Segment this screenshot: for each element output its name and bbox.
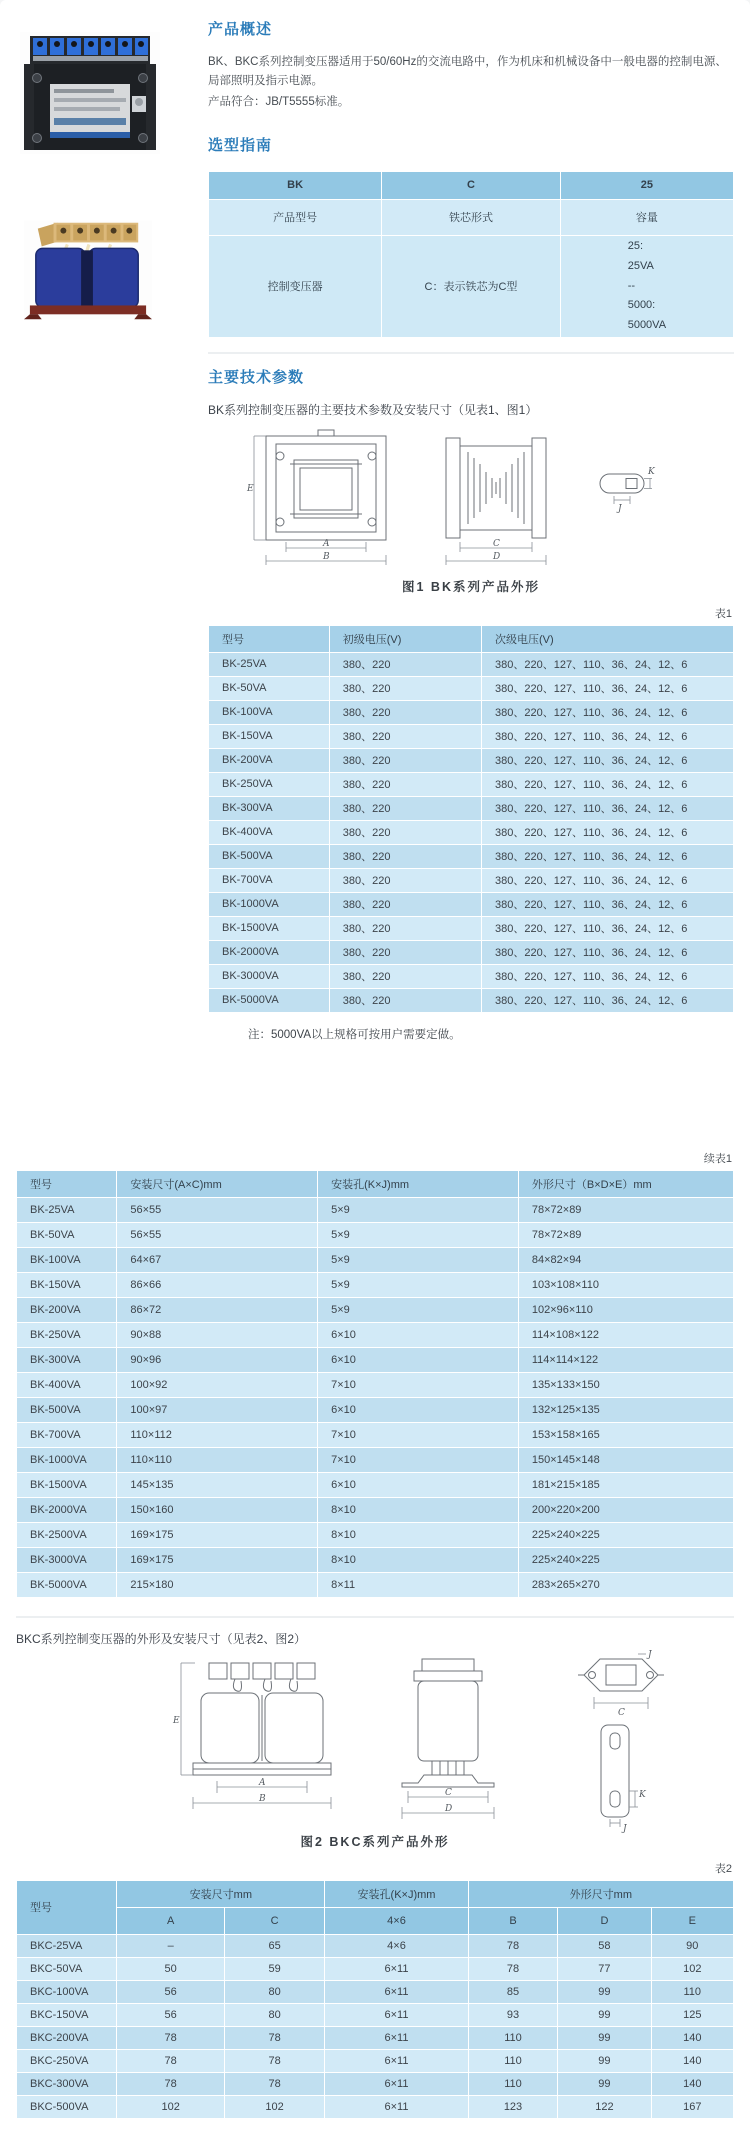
table-row bbox=[17, 2072, 734, 2095]
svg-text:J: J bbox=[648, 1649, 652, 1660]
dim-c-cell: 80 bbox=[224, 1980, 324, 2003]
model-cell: BK-250VA bbox=[17, 1322, 117, 1347]
secondary-voltage-cell: 380、220、127、110、36、24、12、6 bbox=[482, 652, 734, 676]
code-cell: C bbox=[382, 171, 561, 199]
dim-b-cell: 123 bbox=[468, 2095, 558, 2118]
column-group-header: 外形尺寸mm bbox=[468, 1880, 733, 1907]
table-row bbox=[209, 844, 734, 868]
model-cell: BK-3000VA bbox=[209, 964, 330, 988]
outline-size-cell: 103×108×110 bbox=[518, 1272, 733, 1297]
primary-voltage-cell: 380、220 bbox=[329, 940, 481, 964]
dim-e-cell: 140 bbox=[651, 2072, 733, 2095]
mount-hole-cell: 5×9 bbox=[318, 1272, 519, 1297]
model-cell: BK-5000VA bbox=[17, 1572, 117, 1597]
hole-cell: 6×11 bbox=[325, 2003, 468, 2026]
model-cell: BK-300VA bbox=[209, 796, 330, 820]
mount-hole-cell: 6×10 bbox=[318, 1347, 519, 1372]
dim-a-cell: 56 bbox=[117, 2003, 225, 2026]
dim-d-cell: 99 bbox=[558, 2049, 651, 2072]
bk-dimensions-table-body bbox=[17, 1197, 734, 1597]
dim-d-cell: 122 bbox=[558, 2095, 651, 2118]
column-header: 安装尺寸(A×C)mm bbox=[117, 1170, 318, 1197]
dim-e-cell: 167 bbox=[651, 2095, 733, 2118]
figure1-caption: 图1 BK系列产品外形 bbox=[402, 579, 540, 594]
model-cell: BK-1500VA bbox=[17, 1472, 117, 1497]
mount-hole-cell: 5×9 bbox=[318, 1247, 519, 1272]
dim-c-cell: 80 bbox=[224, 2003, 324, 2026]
model-cell: BKC-500VA bbox=[17, 2095, 117, 2118]
dim-c-cell: 65 bbox=[224, 1934, 324, 1957]
primary-voltage-cell: 380、220 bbox=[329, 916, 481, 940]
top-section bbox=[0, 0, 750, 1042]
table-row bbox=[209, 772, 734, 796]
mount-size-cell: 110×112 bbox=[117, 1422, 318, 1447]
mount-hole-cell: 6×10 bbox=[318, 1322, 519, 1347]
model-cell: BK-200VA bbox=[17, 1297, 117, 1322]
table-row bbox=[17, 1422, 734, 1447]
svg-text:J: J bbox=[623, 1823, 627, 1834]
outline-size-cell: 78×72×89 bbox=[518, 1222, 733, 1247]
model-cell: BK-150VA bbox=[209, 724, 330, 748]
model-cell: BK-1500VA bbox=[209, 916, 330, 940]
table-row bbox=[209, 676, 734, 700]
table-row bbox=[17, 2003, 734, 2026]
bk-voltage-table-head bbox=[209, 625, 734, 652]
model-cell: BK-50VA bbox=[17, 1222, 117, 1247]
table-row bbox=[17, 1197, 734, 1222]
primary-voltage-cell: 380、220 bbox=[329, 820, 481, 844]
table-row bbox=[17, 1572, 734, 1597]
dim-a-cell: 78 bbox=[117, 2026, 225, 2049]
dim-d-cell: 99 bbox=[558, 2003, 651, 2026]
table-row bbox=[209, 964, 734, 988]
model-cell: BK-50VA bbox=[209, 676, 330, 700]
mount-size-cell: 56×55 bbox=[117, 1222, 318, 1247]
model-cell: BK-700VA bbox=[17, 1422, 117, 1447]
column-subheader: D bbox=[558, 1907, 651, 1934]
table-row bbox=[17, 1397, 734, 1422]
table-row bbox=[17, 1272, 734, 1297]
hole-cell: 6×11 bbox=[325, 2026, 468, 2049]
mount-size-cell: 150×160 bbox=[117, 1497, 318, 1522]
hole-cell: 6×11 bbox=[325, 2072, 468, 2095]
dim-b-cell: 93 bbox=[468, 2003, 558, 2026]
primary-voltage-cell: 380、220 bbox=[329, 748, 481, 772]
dim-d-cell: 58 bbox=[558, 1934, 651, 1957]
svg-text:A: A bbox=[323, 538, 330, 549]
column-header: 安装孔(K×J)mm bbox=[318, 1170, 519, 1197]
dim-d-cell: 99 bbox=[558, 1980, 651, 2003]
selection-guide-title: 选型指南 bbox=[208, 136, 273, 154]
mount-hole-cell: 6×10 bbox=[318, 1472, 519, 1497]
outline-size-cell: 114×108×122 bbox=[518, 1322, 733, 1347]
outline-size-cell: 78×72×89 bbox=[518, 1197, 733, 1222]
svg-text:B: B bbox=[323, 551, 330, 562]
model-cell: BKC-250VA bbox=[17, 2049, 117, 2072]
model-cell: BK-500VA bbox=[17, 1397, 117, 1422]
primary-voltage-cell: 380、220 bbox=[329, 700, 481, 724]
dim-e-cell: 140 bbox=[651, 2049, 733, 2072]
label-cell: 容量 bbox=[560, 199, 733, 235]
table-row bbox=[209, 700, 734, 724]
label-cell: 产品型号 bbox=[209, 199, 382, 235]
mount-hole-cell: 8×11 bbox=[318, 1572, 519, 1597]
table-row bbox=[17, 1447, 734, 1472]
mount-size-cell: 64×67 bbox=[117, 1247, 318, 1272]
outline-size-cell: 132×125×135 bbox=[518, 1397, 733, 1422]
primary-voltage-cell: 380、220 bbox=[329, 772, 481, 796]
secondary-voltage-cell: 380、220、127、110、36、24、12、6 bbox=[482, 796, 734, 820]
outline-size-cell: 225×240×225 bbox=[518, 1547, 733, 1572]
primary-voltage-cell: 380、220 bbox=[329, 892, 481, 916]
dim-e-cell: 140 bbox=[651, 2026, 733, 2049]
figure1 bbox=[208, 428, 734, 575]
section-divider bbox=[16, 1616, 734, 1618]
table1-label: 表1 bbox=[714, 607, 732, 620]
table-row bbox=[209, 916, 734, 940]
dim-a-cell: 102 bbox=[117, 2095, 225, 2118]
table-row bbox=[209, 748, 734, 772]
overview-title: 产品概述 bbox=[208, 21, 273, 38]
mount-hole-cell: 5×9 bbox=[318, 1197, 519, 1222]
outline-size-cell: 200×220×200 bbox=[518, 1497, 733, 1522]
model-cell: BK-250VA bbox=[209, 772, 330, 796]
svg-text:A: A bbox=[259, 1777, 266, 1788]
model-cell: BKC-25VA bbox=[17, 1934, 117, 1957]
dim-d-cell: 77 bbox=[558, 1957, 651, 1980]
column-header: 次级电压(V) bbox=[482, 625, 734, 652]
dim-c-cell: 59 bbox=[224, 1957, 324, 1980]
outline-size-cell: 135×133×150 bbox=[518, 1372, 733, 1397]
secondary-voltage-cell: 380、220、127、110、36、24、12、6 bbox=[482, 844, 734, 868]
product-photo-column bbox=[16, 14, 188, 1042]
bk-voltage-table bbox=[208, 625, 734, 1013]
column-subheader: B bbox=[468, 1907, 558, 1934]
svg-text:E: E bbox=[173, 1715, 180, 1726]
figure2-caption: 图2 BKC系列产品外形 bbox=[300, 1834, 450, 1849]
code-cell: BK bbox=[209, 171, 382, 199]
mount-size-cell: 100×97 bbox=[117, 1397, 318, 1422]
secondary-voltage-cell: 380、220、127、110、36、24、12、6 bbox=[482, 892, 734, 916]
mount-hole-cell: 8×10 bbox=[318, 1497, 519, 1522]
dim-e-cell: 90 bbox=[651, 1934, 733, 1957]
column-header: 初级电压(V) bbox=[329, 625, 481, 652]
secondary-voltage-cell: 380、220、127、110、36、24、12、6 bbox=[482, 940, 734, 964]
table-row bbox=[17, 2049, 734, 2072]
secondary-voltage-cell: 380、220、127、110、36、24、12、6 bbox=[482, 868, 734, 892]
secondary-voltage-cell: 380、220、127、110、36、24、12、6 bbox=[482, 988, 734, 1012]
bkc-dimensions-table-head bbox=[17, 1880, 734, 1934]
figure2 bbox=[16, 1649, 734, 1834]
mount-size-cell: 90×96 bbox=[117, 1347, 318, 1372]
dim-b-cell: 110 bbox=[468, 2072, 558, 2095]
dim-b-cell: 78 bbox=[468, 1957, 558, 1980]
dim-a-cell: 78 bbox=[117, 2072, 225, 2095]
overview-compliance: 产品符合：JB/T5555标准。 bbox=[208, 95, 350, 108]
bk-product-photo bbox=[20, 32, 160, 154]
table-row bbox=[209, 724, 734, 748]
mount-size-cell: 56×55 bbox=[117, 1197, 318, 1222]
table1-cont-label: 续表1 bbox=[703, 1152, 732, 1165]
table-row bbox=[17, 1322, 734, 1347]
dim-d-cell: 99 bbox=[558, 2072, 651, 2095]
capacity-lines: 25: 25VA -- 5000: 5000VA bbox=[627, 239, 667, 332]
svg-text:C: C bbox=[445, 1787, 452, 1798]
label-cell: 铁芯形式 bbox=[382, 199, 561, 235]
primary-voltage-cell: 380、220 bbox=[329, 724, 481, 748]
dim-a-cell: 56 bbox=[117, 1980, 225, 2003]
dim-c-cell: 78 bbox=[224, 2072, 324, 2095]
dim-e-cell: 125 bbox=[651, 2003, 733, 2026]
secondary-voltage-cell: 380、220、127、110、36、24、12、6 bbox=[482, 676, 734, 700]
secondary-voltage-cell: 380、220、127、110、36、24、12、6 bbox=[482, 820, 734, 844]
mount-hole-cell: 5×9 bbox=[318, 1222, 519, 1247]
table-row bbox=[17, 1247, 734, 1272]
content-column bbox=[188, 14, 734, 1042]
model-cell: BK-500VA bbox=[209, 844, 330, 868]
mount-size-cell: 100×92 bbox=[117, 1372, 318, 1397]
dim-a-cell: 50 bbox=[117, 1957, 225, 1980]
outline-size-cell: 102×96×110 bbox=[518, 1297, 733, 1322]
secondary-voltage-cell: 380、220、127、110、36、24、12、6 bbox=[482, 748, 734, 772]
svg-text:C: C bbox=[493, 538, 500, 549]
svg-text:J: J bbox=[618, 503, 622, 514]
primary-voltage-cell: 380、220 bbox=[329, 868, 481, 892]
selection-guide-table bbox=[208, 171, 734, 338]
svg-text:E: E bbox=[247, 483, 254, 494]
primary-voltage-cell: 380、220 bbox=[329, 988, 481, 1012]
svg-text:B: B bbox=[259, 1793, 266, 1804]
outline-size-cell: 150×145×148 bbox=[518, 1447, 733, 1472]
model-cell: BK-2000VA bbox=[17, 1497, 117, 1522]
column-subheader: E bbox=[651, 1907, 733, 1934]
mount-size-cell: 215×180 bbox=[117, 1572, 318, 1597]
tech-params-title: 主要技术参数 bbox=[208, 368, 305, 386]
model-cell: BKC-200VA bbox=[17, 2026, 117, 2049]
model-cell: BK-300VA bbox=[17, 1347, 117, 1372]
svg-text:D: D bbox=[445, 1803, 453, 1814]
dim-c-cell: 78 bbox=[224, 2026, 324, 2049]
table-row bbox=[17, 1472, 734, 1497]
model-cell: BKC-150VA bbox=[17, 2003, 117, 2026]
column-group-header: 安装尺寸mm bbox=[117, 1880, 325, 1907]
mount-size-cell: 169×175 bbox=[117, 1547, 318, 1572]
table-row bbox=[209, 940, 734, 964]
model-cell: BK-150VA bbox=[17, 1272, 117, 1297]
table1-note: 注：5000VA以上规格可按用户需要定做。 bbox=[248, 1028, 461, 1041]
primary-voltage-cell: 380、220 bbox=[329, 844, 481, 868]
mount-size-cell: 145×135 bbox=[117, 1472, 318, 1497]
dim-e-cell: 102 bbox=[651, 1957, 733, 1980]
model-cell: BK-400VA bbox=[17, 1372, 117, 1397]
table-row bbox=[17, 1522, 734, 1547]
column-subheader: A bbox=[117, 1907, 225, 1934]
mount-size-cell: 86×72 bbox=[117, 1297, 318, 1322]
code-cell: 25 bbox=[560, 171, 733, 199]
section-divider bbox=[208, 352, 734, 354]
mount-hole-cell: 8×10 bbox=[318, 1522, 519, 1547]
primary-voltage-cell: 380、220 bbox=[329, 796, 481, 820]
selection-label-row bbox=[209, 199, 734, 235]
svg-text:K: K bbox=[648, 466, 655, 477]
dim-b-cell: 85 bbox=[468, 1980, 558, 2003]
column-subheader: C bbox=[224, 1907, 324, 1934]
dim-b-cell: 78 bbox=[468, 1934, 558, 1957]
selection-code-row bbox=[209, 171, 734, 199]
hole-cell: 4×6 bbox=[325, 1934, 468, 1957]
model-cell: BK-3000VA bbox=[17, 1547, 117, 1572]
bkc-intro: BKC系列控制变压器的外形及安装尺寸（见表2、图2） bbox=[16, 1631, 307, 1646]
model-cell: BK-25VA bbox=[209, 652, 330, 676]
table-row bbox=[17, 1934, 734, 1957]
outline-size-cell: 225×240×225 bbox=[518, 1522, 733, 1547]
figure2-drawing bbox=[16, 1649, 734, 1834]
table-row bbox=[17, 1222, 734, 1247]
primary-voltage-cell: 380、220 bbox=[329, 676, 481, 700]
table-row bbox=[17, 2095, 734, 2118]
column-header: 型号 bbox=[17, 1170, 117, 1197]
bk-dimensions-table-head bbox=[17, 1170, 734, 1197]
model-cell: BK-1000VA bbox=[17, 1447, 117, 1472]
model-cell: BK-2000VA bbox=[209, 940, 330, 964]
table-row bbox=[209, 796, 734, 820]
mount-size-cell: 86×66 bbox=[117, 1272, 318, 1297]
hole-cell: 6×11 bbox=[325, 2095, 468, 2118]
outline-size-cell: 283×265×270 bbox=[518, 1572, 733, 1597]
bkc-dimensions-table-body bbox=[17, 1934, 734, 2118]
mount-size-cell: 90×88 bbox=[117, 1322, 318, 1347]
figure1-drawing bbox=[208, 428, 658, 570]
dim-e-cell: 110 bbox=[651, 1980, 733, 2003]
hole-cell: 6×11 bbox=[325, 2049, 468, 2072]
hole-cell: 6×11 bbox=[325, 1980, 468, 2003]
bk-table-intro: BK系列控制变压器的主要技术参数及安装尺寸（见表1、图1） bbox=[208, 402, 538, 417]
outline-size-cell: 84×82×94 bbox=[518, 1247, 733, 1272]
column-header: 型号 bbox=[209, 625, 330, 652]
mount-hole-cell: 6×10 bbox=[318, 1397, 519, 1422]
table2-label: 表2 bbox=[714, 1862, 732, 1875]
hole-cell: 6×11 bbox=[325, 1957, 468, 1980]
dim-c-cell: 102 bbox=[224, 2095, 324, 2118]
bk-voltage-table-body bbox=[209, 652, 734, 1012]
dim-b-cell: 110 bbox=[468, 2049, 558, 2072]
table-row bbox=[209, 652, 734, 676]
overview-paragraph: BK、BKC系列控制变压器适用于50/60Hz的交流电路中，作为机床和机械设备中一般电器的控制电源、局部照明及指示电源。 bbox=[208, 56, 727, 87]
column-subheader: 4×6 bbox=[325, 1907, 468, 1934]
secondary-voltage-cell: 380、220、127、110、36、24、12、6 bbox=[482, 724, 734, 748]
mount-hole-cell: 7×10 bbox=[318, 1447, 519, 1472]
table-row bbox=[209, 820, 734, 844]
desc-cell: 控制变压器 bbox=[209, 235, 382, 337]
table-row bbox=[17, 1297, 734, 1322]
secondary-voltage-cell: 380、220、127、110、36、24、12、6 bbox=[482, 700, 734, 724]
table-row bbox=[17, 1547, 734, 1572]
dim-c-cell: 78 bbox=[224, 2049, 324, 2072]
model-cell: BK-5000VA bbox=[209, 988, 330, 1012]
full-width-section bbox=[0, 1150, 750, 2141]
mount-hole-cell: 7×10 bbox=[318, 1372, 519, 1397]
desc-cell: C：表示铁芯为C型 bbox=[382, 235, 561, 337]
model-cell: BK-100VA bbox=[209, 700, 330, 724]
bk-dimensions-table bbox=[16, 1170, 734, 1598]
outline-size-cell: 181×215×185 bbox=[518, 1472, 733, 1497]
model-cell: BKC-50VA bbox=[17, 1957, 117, 1980]
primary-voltage-cell: 380、220 bbox=[329, 652, 481, 676]
model-cell: BK-25VA bbox=[17, 1197, 117, 1222]
outline-size-cell: 153×158×165 bbox=[518, 1422, 733, 1447]
bottom-padding bbox=[16, 2119, 734, 2141]
desc-cell bbox=[560, 235, 733, 337]
table-row bbox=[17, 1980, 734, 2003]
model-cell: BK-2500VA bbox=[17, 1522, 117, 1547]
primary-voltage-cell: 380、220 bbox=[329, 964, 481, 988]
table-row bbox=[209, 868, 734, 892]
dim-a-cell: 78 bbox=[117, 2049, 225, 2072]
model-cell: BK-1000VA bbox=[209, 892, 330, 916]
svg-text:K: K bbox=[639, 1789, 646, 1800]
dim-d-cell: 99 bbox=[558, 2026, 651, 2049]
model-cell: BKC-100VA bbox=[17, 1980, 117, 2003]
bkc-product-photo bbox=[24, 220, 152, 320]
model-cell: BKC-300VA bbox=[17, 2072, 117, 2095]
table-row bbox=[17, 1497, 734, 1522]
secondary-voltage-cell: 380、220、127、110、36、24、12、6 bbox=[482, 964, 734, 988]
mount-size-cell: 110×110 bbox=[117, 1447, 318, 1472]
table-row bbox=[17, 1372, 734, 1397]
table-row bbox=[17, 2026, 734, 2049]
model-cell: BK-700VA bbox=[209, 868, 330, 892]
secondary-voltage-cell: 380、220、127、110、36、24、12、6 bbox=[482, 916, 734, 940]
mount-hole-cell: 5×9 bbox=[318, 1297, 519, 1322]
model-cell: BK-200VA bbox=[209, 748, 330, 772]
svg-text:C: C bbox=[618, 1707, 625, 1718]
column-header: 外形尺寸（B×D×E）mm bbox=[518, 1170, 733, 1197]
outline-size-cell: 114×114×122 bbox=[518, 1347, 733, 1372]
table-row bbox=[17, 1957, 734, 1980]
selection-desc-row bbox=[209, 235, 734, 337]
table-row bbox=[209, 988, 734, 1012]
dim-b-cell: 110 bbox=[468, 2026, 558, 2049]
secondary-voltage-cell: 380、220、127、110、36、24、12、6 bbox=[482, 772, 734, 796]
mount-hole-cell: 8×10 bbox=[318, 1547, 519, 1572]
table-row bbox=[17, 1347, 734, 1372]
table-row bbox=[209, 892, 734, 916]
dim-a-cell: – bbox=[117, 1934, 225, 1957]
mount-hole-cell: 7×10 bbox=[318, 1422, 519, 1447]
mount-size-cell: 169×175 bbox=[117, 1522, 318, 1547]
svg-text:D: D bbox=[493, 551, 501, 562]
column-group-header: 安装孔(K×J)mm bbox=[325, 1880, 468, 1907]
model-cell: BK-400VA bbox=[209, 820, 330, 844]
model-cell: BK-100VA bbox=[17, 1247, 117, 1272]
bkc-dimensions-table bbox=[16, 1880, 734, 2119]
column-header: 型号 bbox=[17, 1880, 117, 1934]
